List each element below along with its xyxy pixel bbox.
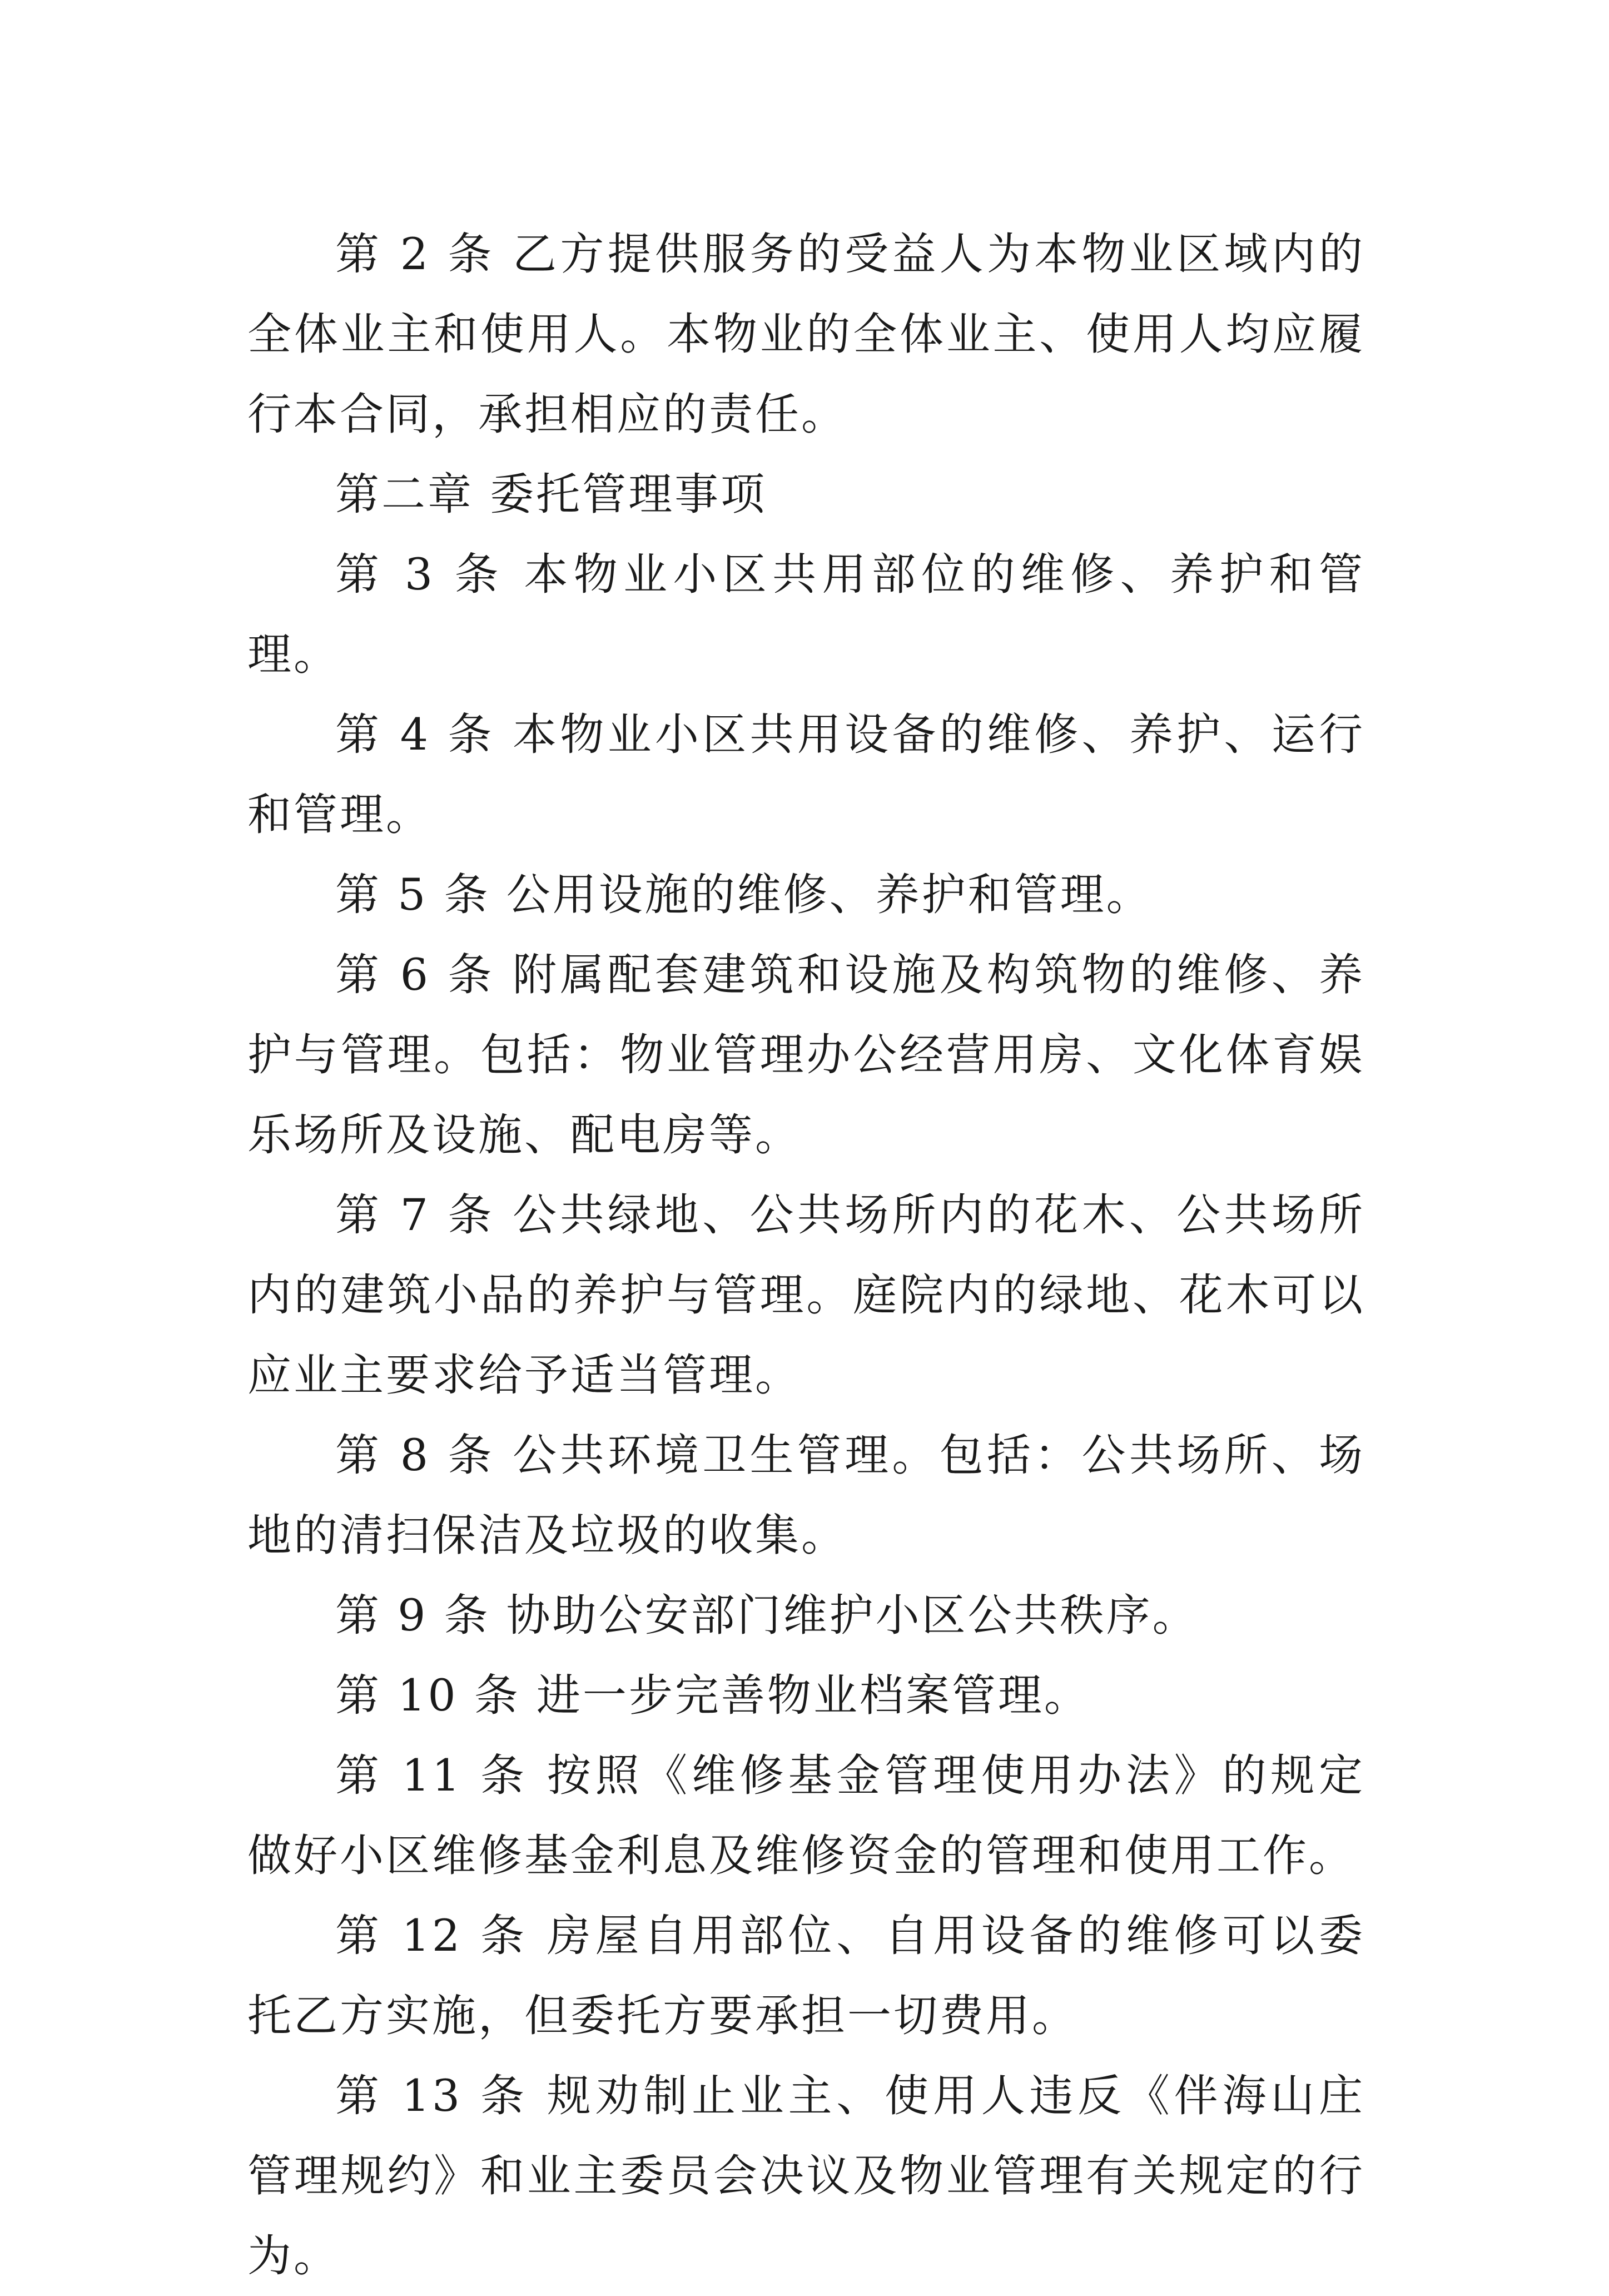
article-6-paragraph: 第 6 条 附属配套建筑和设施及构筑物的维修、养护与管理。包括：物业管理办公经营用房、文化体育娱乐场所及设施、配电房等。 [247,949,1365,1161]
article-11-paragraph: 第 11 条 按照《维修基金管理使用办法》的规定做好小区维修基金利息及维修资金的管理和使用工作。 [247,1750,1365,1881]
article-12-paragraph: 第 12 条 房屋自用部位、自用设备的维修可以委托乙方实施，但委托方要承担一切费用。 [247,1910,1365,2041]
article-10-paragraph: 第 10 条 进一步完善物业档案管理。 [335,1670,1090,1721]
article-13-paragraph: 第 13 条 规劝制止业主、使用人违反《伴海山庄管理规约》和业主委员会决议及物业管理有关规定的行为。 [247,2070,1365,2282]
article-7-paragraph: 第 7 条 公共绿地、公共场所内的花木、公共场所内的建筑小品的养护与管理。庭院内的绿地、花木可以应业主要求给予适当管理。 [247,1189,1365,1401]
article-8-paragraph: 第 8 条 公共环境卫生管理。包括：公共场所、场地的清扫保洁及垃圾的收集。 [247,1430,1365,1561]
article-3-paragraph: 第 3 条 本物业小区共用部位的维修、养护和管理。 [247,549,1365,680]
article-2-paragraph: 第 2 条 乙方提供服务的受益人为本物业区域内的全体业主和使用人。本物业的全体业主、使用人均应履行本合同，承担相应的责任。 [247,229,1365,440]
document-body [247,214,1365,2296]
article-9-paragraph: 第 9 条 协助公安部门维护小区公共秩序。 [335,1590,1199,1641]
article-4-paragraph: 第 4 条 本物业小区共用设备的维修、养护、运行和管理。 [247,709,1365,840]
article-5-paragraph: 第 5 条 公用设施的维修、养护和管理。 [335,869,1153,920]
chapter-2-heading: 第二章 委托管理事项 [335,469,767,520]
